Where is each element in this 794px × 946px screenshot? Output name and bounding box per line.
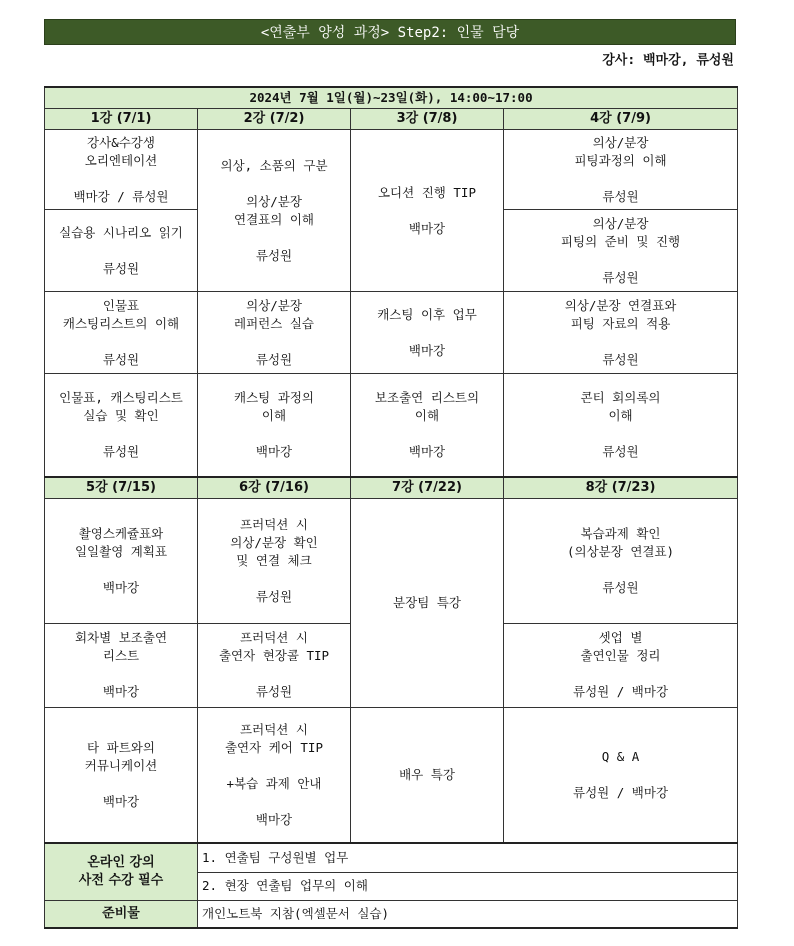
date-range-row [45,87,738,109]
session-1-topic-3: 인물표 캐스팅리스트의 이해 류성원 [45,292,198,374]
session-4-topic-3: 의상/분장 연결표와 피팅 자료의 적용 류성원 [504,292,738,374]
table-row [45,292,738,374]
session-7-topic-1: 분장팀 특강 [351,498,504,707]
session-1-topic-1: 강사&수강생 오리엔테이션 백마강 / 류성원 [45,130,198,210]
week2-header-row [45,477,738,499]
session-4-topic-2: 의상/분장 피팅의 준비 및 진행 류성원 [504,210,738,292]
session-6-topic-3: 프러덕션 시 출연자 케어 TIP +복습 과제 안내 백마강 [198,707,351,843]
online-row-1 [45,843,738,872]
session-2-topic-3: 캐스팅 과정의 이해 백마강 [198,374,351,477]
session-8-topic-3: Q & A 류성원 / 백마강 [504,707,738,843]
session-2-topic-1: 의상, 소품의 구분 의상/분장 연결표의 이해 류성원 [198,130,351,292]
prep-label: 준비물 [45,900,198,928]
session-5-topic-1: 촬영스케쥴표와 일일촬영 계획표 백마강 [45,498,198,623]
page-title: <연출부 양성 과정> Step2: 인물 담당 [44,19,736,45]
schedule-table [44,86,738,929]
session-7-topic-2: 배우 특강 [351,707,504,843]
instructors-line: 강사: 백마강, 류성원 [602,53,734,68]
table-row [45,707,738,843]
week1-header-row [45,109,738,130]
session-4-topic-4: 콘티 회의록의 이해 류성원 [504,374,738,477]
online-label: 온라인 강의 사전 수강 필수 [45,843,198,900]
prep-row [45,900,738,928]
session-6-topic-2: 프러덕션 시 출연자 현장콜 TIP 류성원 [198,623,351,707]
session-4-topic-1: 의상/분장 피팅과정의 이해 류성원 [504,130,738,210]
session-8-topic-1: 복습과제 확인 (의상분장 연결표) 류성원 [504,498,738,623]
session-3-topic-2: 캐스팅 이후 업무 백마강 [351,292,504,374]
date-range: 2024년 7월 1일(월)~23일(화), 14:00~17:00 [45,87,738,109]
prep-value: 개인노트북 지참(엑셀문서 실습) [198,900,738,928]
session-1-header: 1강 (7/1) [45,109,198,130]
session-6-topic-1: 프러덕션 시 의상/분장 확인 및 연결 체크 류성원 [198,498,351,623]
session-2-header: 2강 (7/2) [198,109,351,130]
session-8-topic-2: 셋업 별 출연인물 정리 류성원 / 백마강 [504,623,738,707]
session-2-topic-2: 의상/분장 레퍼런스 실습 류성원 [198,292,351,374]
session-4-header: 4강 (7/9) [504,109,738,130]
session-3-topic-3: 보조출연 리스트의 이해 백마강 [351,374,504,477]
session-8-header: 8강 (7/23) [504,477,738,499]
online-item-2: 2. 현장 연출팀 업무의 이해 [198,872,738,900]
session-7-header: 7강 (7/22) [351,477,504,499]
table-row [45,374,738,477]
table-row [45,498,738,623]
session-6-header: 6강 (7/16) [198,477,351,499]
session-1-topic-2: 실습용 시나리오 읽기 류성원 [45,210,198,292]
session-5-topic-2: 회차별 보조출연 리스트 백마강 [45,623,198,707]
session-3-topic-1: 오디션 진행 TIP 백마강 [351,130,504,292]
table-row [45,130,738,210]
session-5-topic-3: 타 파트와의 커뮤니케이션 백마강 [45,707,198,843]
session-5-header: 5강 (7/15) [45,477,198,499]
online-item-1: 1. 연출팀 구성원별 업무 [198,843,738,872]
session-3-header: 3강 (7/8) [351,109,504,130]
session-1-topic-4: 인물표, 캐스팅리스트 실습 및 확인 류성원 [45,374,198,477]
